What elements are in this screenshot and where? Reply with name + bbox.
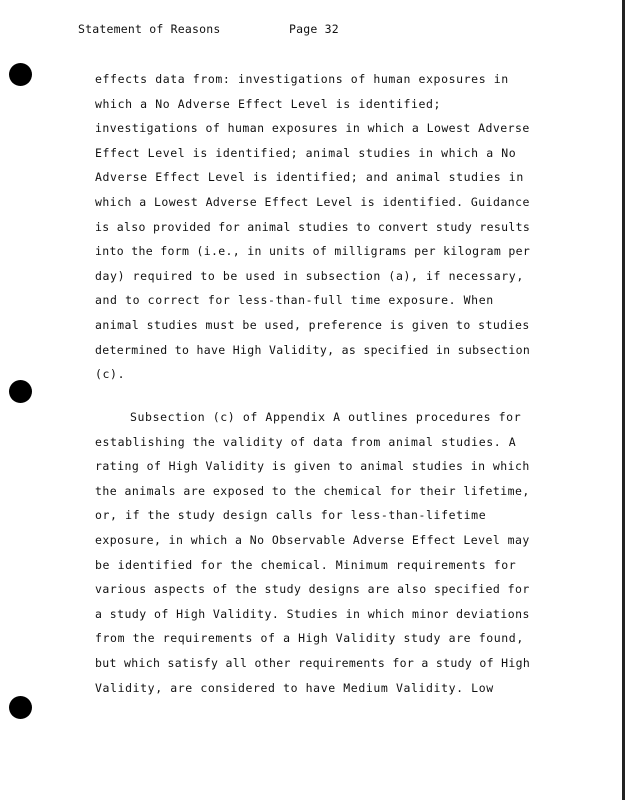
text-line: Effect Level is identified; animal studies in which a No	[95, 145, 517, 160]
text-line: which a No Adverse Effect Level is identified;	[95, 96, 442, 111]
text-line: the animals are exposed to the chemical for their lifetime,	[95, 483, 530, 498]
text-line: or, if the study design calls for less-than-lifetime	[95, 508, 487, 523]
text-line: day) required to be used in subsection (a), if necessary,	[95, 268, 524, 283]
text-line: exposure, in which a No Observable Adverse Effect Level may	[95, 533, 530, 547]
punch-hole-bottom	[9, 696, 32, 719]
text-line: into the form (i.e., in units of milligrams per kilogram per	[95, 244, 531, 259]
text-line: is also provided for animal studies to convert study results	[95, 219, 531, 234]
text-line: be identified for the chemical. Minimum requirements for	[95, 557, 517, 572]
text-line: Validity, are considered to have Medium Validity. Low	[95, 680, 494, 695]
punch-hole-top	[9, 63, 32, 86]
running-header-title: Statement of Reasons	[78, 22, 221, 36]
text-line: Adverse Effect Level is identified; and animal studies in	[95, 170, 524, 185]
text-line: investigations of human exposures in which a Lowest Adverse	[95, 121, 530, 136]
text-line: which a Lowest Adverse Effect Level is identified. Guidance	[95, 195, 530, 209]
punch-hole-middle	[9, 380, 32, 403]
text-line: Subsection (c) of Appendix A outlines procedures for	[130, 410, 522, 424]
text-line: various aspects of the study designs are also specified for	[95, 582, 530, 597]
text-line: determined to have High Validity, as specified in subsection	[95, 342, 531, 357]
text-line: animal studies must be used, preference is given to studies	[95, 318, 530, 332]
text-line: effects data from: investigations of human exposures in	[95, 72, 509, 86]
text-line: (c).	[95, 367, 126, 382]
text-line: establishing the validity of data from animal studies. A	[95, 434, 517, 449]
text-line: rating of High Validity is given to animal studies in which	[95, 459, 530, 474]
text-line: but which satisfy all other requirements for a study of High	[95, 656, 531, 670]
text-line: from the requirements of a High Validity study are found,	[95, 631, 524, 646]
text-line: and to correct for less-than-full time exposure. When	[95, 293, 494, 308]
page-number: Page 32	[289, 22, 339, 36]
text-line: a study of High Validity. Studies in which minor deviations	[95, 606, 530, 621]
